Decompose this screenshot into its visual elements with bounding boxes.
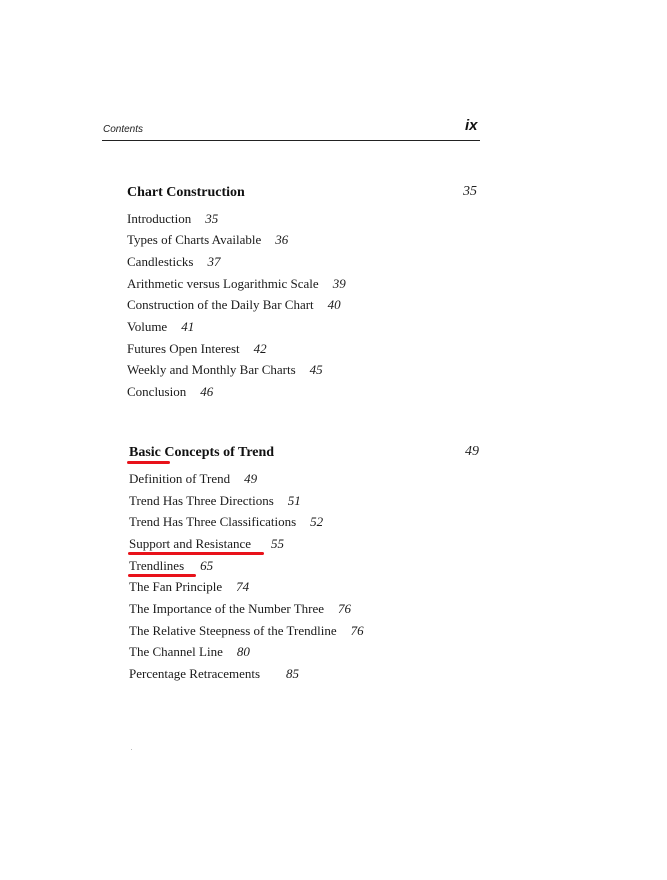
toc-entry-text: Weekly and Monthly Bar Charts xyxy=(127,362,296,377)
toc-entry-text: Volume xyxy=(127,319,168,334)
toc-entry-page: 42 xyxy=(253,341,267,356)
toc-entry-text: Introduction xyxy=(127,211,192,226)
toc-entry xyxy=(129,471,257,487)
toc-entry-text: Definition of Trend xyxy=(129,471,231,486)
toc-entry xyxy=(127,276,346,292)
toc-entry xyxy=(127,297,341,313)
toc-entry-page: 76 xyxy=(350,623,364,638)
toc-entry-page: 65 xyxy=(200,558,214,573)
toc-entry-text: Candlesticks xyxy=(127,254,194,269)
toc-entry-page: 85 xyxy=(286,666,300,681)
toc-entry xyxy=(129,666,299,682)
toc-entry-page: 74 xyxy=(236,579,250,594)
toc-entry-text: Futures Open Interest xyxy=(127,341,240,356)
section-page-chart-construction: 35 xyxy=(463,184,477,199)
toc-entry-page: 55 xyxy=(271,536,285,551)
toc-entry-page: 51 xyxy=(287,493,301,508)
toc-entry xyxy=(127,384,213,400)
toc-entry-text: Construction of the Daily Bar Chart xyxy=(127,297,314,312)
toc-entry-page: 41 xyxy=(181,319,195,334)
toc-entry-page: 37 xyxy=(207,254,221,269)
toc-entry xyxy=(127,232,288,248)
toc-entry-text: Trend Has Three Directions xyxy=(129,493,274,508)
toc-entry-text: Conclusion xyxy=(127,384,187,399)
section-page-basic-concepts-of-trend: 49 xyxy=(465,444,479,459)
toc-entry-page: 35 xyxy=(205,211,219,226)
toc-entry xyxy=(127,319,194,335)
toc-entry-page: 52 xyxy=(310,514,324,529)
toc-entry xyxy=(129,579,249,595)
toc-entry-page: 76 xyxy=(338,601,352,616)
toc-entry-page: 49 xyxy=(244,471,258,486)
toc-entry-text: Percentage Retracements xyxy=(129,666,261,681)
toc-entry xyxy=(129,558,213,574)
toc-entry-page: 36 xyxy=(275,232,289,247)
toc-entry xyxy=(129,514,323,530)
toc-entry-text: The Relative Steepness of the Trendline xyxy=(129,623,337,638)
toc-entry-text: Trend Has Three Classifications xyxy=(129,514,297,529)
running-header-label: Contents xyxy=(103,124,144,135)
toc-entry-page: 45 xyxy=(309,362,323,377)
toc-entry xyxy=(129,601,351,617)
toc-entry-text: Arithmetic versus Logarithmic Scale xyxy=(127,276,319,291)
toc-entry-text: The Importance of the Number Three xyxy=(129,601,325,616)
toc-entry xyxy=(127,254,220,270)
toc-entry-page: 39 xyxy=(332,276,346,291)
scan-speck xyxy=(131,749,132,750)
toc-entry-page: 80 xyxy=(236,644,250,659)
toc-entry-page: 46 xyxy=(200,384,214,399)
toc-entry-text: Support and Resistance xyxy=(129,536,252,551)
page-numeral: ix xyxy=(465,117,478,134)
red-underline-mark xyxy=(128,574,196,577)
toc-entry-text: The Channel Line xyxy=(129,644,223,659)
toc-entry-text: Trendlines xyxy=(129,558,185,573)
toc-entry xyxy=(127,211,218,227)
toc-entry xyxy=(129,644,250,660)
toc-entry xyxy=(129,623,364,639)
section-title-chart-construction: Chart Construction xyxy=(127,185,245,200)
section-title-basic-concepts-of-trend: Basic Concepts of Trend xyxy=(129,445,275,460)
red-underline-mark xyxy=(128,552,264,555)
red-underline-mark xyxy=(127,461,170,464)
toc-entry xyxy=(127,341,267,357)
header-rule xyxy=(102,140,480,141)
toc-entry xyxy=(129,493,301,509)
toc-entry xyxy=(129,536,284,552)
toc-entry-text: The Fan Principle xyxy=(129,579,223,594)
toc-entry-page: 40 xyxy=(327,297,341,312)
toc-entry xyxy=(127,362,323,378)
toc-entry-text: Types of Charts Available xyxy=(127,232,262,247)
